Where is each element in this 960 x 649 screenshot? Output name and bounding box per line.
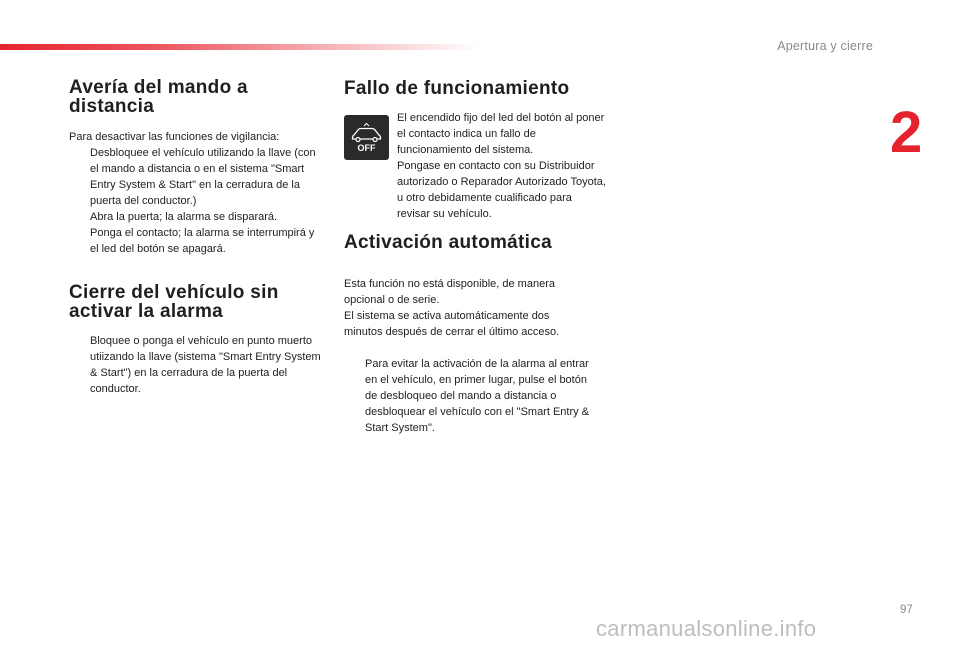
locking-section (69, 283, 324, 397)
malfunction-text-contact: Pongase en contacto con su Distribuidor autorizado o Reparador Autorizado Toyota, u otro debidamente cualificado para revisar su vehículo. (397, 160, 606, 220)
list-item: Desbloquee el vehículo utilizando la llave (con el mando a distancia o en el sistema "Smart Entry System & Start" en la cerradura de la puerta del conductor.) (90, 147, 316, 207)
malfunction-section (344, 79, 604, 98)
remote-fault-title: Avería del mando a distancia (69, 77, 248, 117)
remote-fault-section (69, 78, 324, 257)
chapter-number: 2 (890, 100, 923, 165)
remote-fault-intro: Para desactivar las funciones de vigilancia: (69, 131, 280, 143)
section-title: Apertura y cierre (777, 39, 873, 53)
page-number: 97 (900, 604, 913, 616)
list-item: Ponga el contacto; la alarma se interrumpirá y el led del botón se apagará. (90, 227, 315, 255)
watermark: carmanualsonline.info (596, 616, 817, 641)
auto-activation-title: Activación automática (344, 232, 552, 253)
auto-activation-para2: El sistema se activa automáticamente dos minutos después de cerrar el último acceso. (344, 310, 560, 338)
locking-title: Cierre del vehículo sin activar la alarma (69, 282, 279, 322)
list-item: Para evitar la activación de la alarma al entrar en el vehículo, en primer lugar, pulse el botón de desbloqueo del mando a distancia o desbloquear el vehículo con el "Smart Entry & Start System". (365, 358, 590, 434)
malfunction-text: El encendido fijo del led del botón al poner el contacto indica un fallo de funcionamiento del sistema. (397, 112, 605, 156)
malfunction-body (397, 110, 607, 222)
header-accent-bar (0, 44, 480, 50)
icon-off-label: OFF (357, 143, 376, 153)
list-item: Abra la puerta; la alarma se disparará. (90, 211, 278, 223)
auto-activation-section (344, 233, 604, 436)
malfunction-title: Fallo de funcionamiento (344, 78, 570, 99)
list-item: Bloquee o ponga el vehículo en punto muerto utiizando la llave (sistema "Smart Entry System & Start") en la cerradura de la puerta del conductor. (90, 335, 321, 395)
alarm-off-icon (344, 115, 389, 160)
auto-activation-para1: Esta función no está disponible, de manera opcional o de serie. (344, 278, 555, 306)
